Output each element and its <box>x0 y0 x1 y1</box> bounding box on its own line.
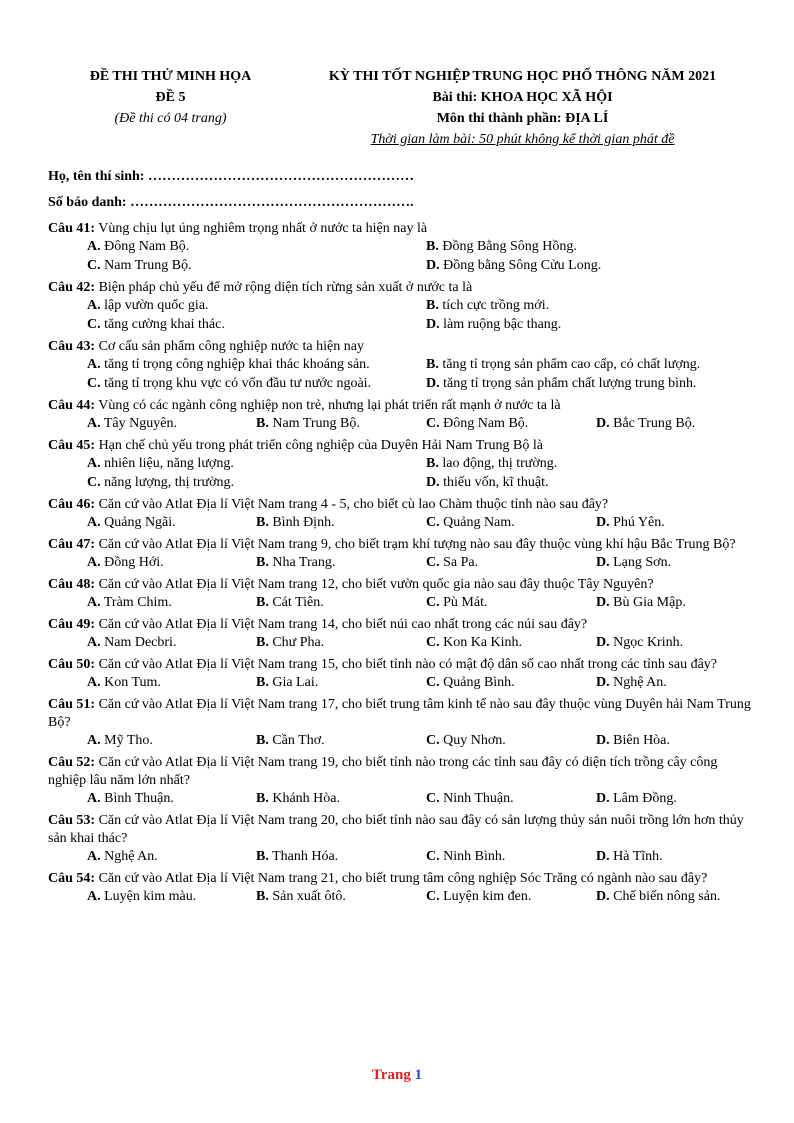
header-left <box>48 66 293 150</box>
question-number: Câu 45: <box>48 438 96 453</box>
question-number: Câu 43: <box>48 339 96 354</box>
answer-option[interactable] <box>426 594 596 612</box>
question-text: Căn cứ vào Atlat Địa lí Việt Nam trang 21, cho biết trung tâm công nghiệp Sóc Trăng có ngành nào sau đây? <box>95 871 708 886</box>
option-text: Ninh Thuận. <box>439 791 514 806</box>
answer-option[interactable] <box>256 732 426 750</box>
answer-option[interactable] <box>426 297 752 315</box>
option-text: Biên Hòa. <box>609 733 670 748</box>
option-letter: C. <box>426 555 440 570</box>
option-text: Sa Pa. <box>439 555 479 570</box>
exam-header <box>48 66 752 150</box>
option-text: Cần Thơ. <box>268 733 325 748</box>
exam-duration: Thời gian làm bài: 50 phút không kể thời gian phát đề <box>370 132 675 147</box>
option-text: Luyện kim đen. <box>439 889 532 904</box>
question-number: Câu 52: <box>48 755 96 770</box>
option-text: Bình Định. <box>268 515 335 530</box>
answer-option[interactable] <box>596 415 752 433</box>
question-text: Căn cứ vào Atlat Địa lí Việt Nam trang 12, cho biết vườn quốc gia nào sau đây thuộc Tây Nguyên? <box>95 577 654 592</box>
answer-option[interactable] <box>87 514 256 532</box>
answer-option[interactable] <box>426 888 596 906</box>
option-letter: B. <box>256 791 269 806</box>
answer-option[interactable] <box>596 594 752 612</box>
option-letter: C. <box>426 675 440 690</box>
answer-options <box>87 674 752 692</box>
question-number: Câu 51: <box>48 697 96 712</box>
option-letter: D. <box>426 317 440 332</box>
option-letter: B. <box>256 416 269 431</box>
answer-option[interactable] <box>596 732 752 750</box>
candidate-info <box>48 164 752 216</box>
answer-option[interactable] <box>426 634 596 652</box>
option-letter: A. <box>87 889 101 904</box>
answer-option[interactable] <box>256 674 426 692</box>
option-text: Đồng bằng Sông Cửu Long. <box>439 258 602 273</box>
option-text: Đồng Bằng Sông Hồng. <box>438 239 577 254</box>
option-text: Ngọc Krinh. <box>609 635 684 650</box>
question-text: Vùng có các ngành công nghiệp non trẻ, nhưng lại phát triển rất mạnh ở nước ta là <box>95 398 561 413</box>
option-text: Nghệ An. <box>100 849 158 864</box>
option-text: tích cực trồng mới. <box>438 298 550 313</box>
option-text: Gia Lai. <box>268 675 319 690</box>
option-text: Chư Pha. <box>268 635 325 650</box>
question-text: Căn cứ vào Atlat Địa lí Việt Nam trang 20, cho biết tỉnh nào sau đây có sản lượng thủy sản nuôi trồng lớn hơn thủy sản khai thác? <box>48 813 748 846</box>
option-letter: B. <box>256 555 269 570</box>
option-text: Đông Nam Bộ. <box>100 239 190 254</box>
option-letter: C. <box>426 849 440 864</box>
option-letter: A. <box>87 675 101 690</box>
option-letter: A. <box>87 416 101 431</box>
option-text: Phú Yên. <box>609 515 665 530</box>
option-text: Quảng Nam. <box>439 515 515 530</box>
option-letter: A. <box>87 515 101 530</box>
option-text: tăng cường khai thác. <box>100 317 225 332</box>
question-number: Câu 44: <box>48 398 96 413</box>
answer-option[interactable] <box>87 732 256 750</box>
answer-option[interactable] <box>87 848 256 866</box>
answer-options <box>87 415 752 433</box>
option-letter: C. <box>426 416 440 431</box>
option-letter: D. <box>426 475 440 490</box>
question-stem <box>48 216 752 238</box>
footer-page-label: Trang <box>371 1067 415 1083</box>
answer-option[interactable] <box>87 415 256 433</box>
answer-option[interactable] <box>87 375 426 393</box>
answer-options <box>87 297 752 334</box>
option-text: tăng tỉ trọng sản phẩm cao cấp, có chất lượng. <box>438 357 701 372</box>
option-text: Ninh Bình. <box>439 849 506 864</box>
option-letter: B. <box>256 515 269 530</box>
question-number: Câu 54: <box>48 871 96 886</box>
option-text: Tây Nguyên. <box>100 416 177 431</box>
answer-option[interactable] <box>596 888 752 906</box>
option-text: Đông Nam Bộ. <box>439 416 529 431</box>
option-text: tăng tỉ trọng khu vực có vốn đầu tư nước ngoài. <box>100 376 372 391</box>
question-item <box>48 612 752 652</box>
option-text: Bình Thuận. <box>100 791 174 806</box>
question-item <box>48 866 752 906</box>
option-letter: D. <box>596 555 610 570</box>
answer-option[interactable] <box>256 594 426 612</box>
option-text: Luyện kim màu. <box>100 889 197 904</box>
answer-options <box>87 888 752 906</box>
option-letter: C. <box>426 515 440 530</box>
answer-option[interactable] <box>596 554 752 572</box>
question-item <box>48 808 752 866</box>
question-number: Câu 41: <box>48 221 96 236</box>
answer-options <box>87 594 752 612</box>
question-item <box>48 652 752 692</box>
option-letter: A. <box>87 635 101 650</box>
answer-option[interactable] <box>426 316 752 334</box>
option-letter: A. <box>87 456 101 471</box>
answer-options <box>87 514 752 532</box>
option-letter: B. <box>256 595 269 610</box>
option-text: Nam Decbri. <box>100 635 177 650</box>
option-text: Quảng Ngãi. <box>100 515 176 530</box>
answer-option[interactable] <box>426 732 596 750</box>
option-text: năng lượng, thị trường. <box>100 475 235 490</box>
option-letter: B. <box>256 635 269 650</box>
option-text: thiếu vốn, kĩ thuật. <box>439 475 549 490</box>
answer-option[interactable] <box>87 316 426 334</box>
answer-option[interactable] <box>87 474 426 492</box>
answer-option[interactable] <box>426 674 596 692</box>
answer-option[interactable] <box>256 888 426 906</box>
exam-code: ĐỀ 5 <box>155 90 186 105</box>
question-number: Câu 53: <box>48 813 96 828</box>
question-text: Vùng chịu lụt úng nghiêm trọng nhất ở nước ta hiện nay là <box>95 221 428 236</box>
question-stem <box>48 532 752 554</box>
option-text: làm ruộng bậc thang. <box>439 317 562 332</box>
option-text: Quy Nhơn. <box>439 733 506 748</box>
option-letter: A. <box>87 357 101 372</box>
answer-options <box>87 554 752 572</box>
question-text: Căn cứ vào Atlat Địa lí Việt Nam trang 17, cho biết trung tâm kinh tế nào sau đây thuộc vùng Duyên hải Nam Trung Bộ? <box>48 697 755 730</box>
option-text: Quảng Bình. <box>439 675 515 690</box>
answer-option[interactable] <box>87 790 256 808</box>
answer-option[interactable] <box>87 297 426 315</box>
option-text: Sản xuất ôtô. <box>268 889 346 904</box>
option-letter: C. <box>426 733 440 748</box>
option-text: Thanh Hóa. <box>268 849 339 864</box>
answer-option[interactable] <box>426 455 752 473</box>
option-letter: B. <box>426 298 439 313</box>
answer-option[interactable] <box>256 634 426 652</box>
answer-options <box>87 238 752 275</box>
option-text: Lạng Sơn. <box>609 555 672 570</box>
answer-option[interactable] <box>426 474 752 492</box>
option-letter: D. <box>596 733 610 748</box>
option-text: lập vườn quốc gia. <box>100 298 209 313</box>
option-letter: A. <box>87 298 101 313</box>
option-letter: A. <box>87 595 101 610</box>
answer-options <box>87 455 752 492</box>
question-stem <box>48 572 752 594</box>
question-stem <box>48 652 752 674</box>
answer-option[interactable] <box>426 356 752 374</box>
mock-exam-title: ĐỀ THI THỬ MINH HỌA <box>89 69 252 84</box>
question-item <box>48 750 752 808</box>
option-letter: D. <box>596 416 610 431</box>
question-text: Căn cứ vào Atlat Địa lí Việt Nam trang 15, cho biết tỉnh nào có mật độ dân số cao nhất trong các tỉnh sau đây? <box>95 657 717 672</box>
option-text: Kon Ka Kinh. <box>439 635 523 650</box>
option-letter: D. <box>426 258 440 273</box>
question-stem <box>48 612 752 634</box>
option-letter: C. <box>426 635 440 650</box>
question-stem <box>48 750 752 790</box>
answer-option[interactable] <box>256 514 426 532</box>
answer-option[interactable] <box>426 790 596 808</box>
option-letter: D. <box>596 635 610 650</box>
option-text: Cát Tiên. <box>268 595 324 610</box>
option-letter: A. <box>87 555 101 570</box>
candidate-id-line: Số báo danh: ……………………………………………………. <box>48 195 414 210</box>
question-item <box>48 433 752 492</box>
question-text: Cơ cấu sản phẩm công nghiệp nước ta hiện nay <box>95 339 364 354</box>
question-stem <box>48 275 752 297</box>
answer-options <box>87 732 752 750</box>
option-text: nhiên liệu, năng lượng. <box>100 456 234 471</box>
option-letter: C. <box>87 317 101 332</box>
question-stem <box>48 433 752 455</box>
answer-option[interactable] <box>596 634 752 652</box>
option-text: tăng tỉ trọng công nghiệp khai thác khoáng sản. <box>100 357 370 372</box>
option-text: Bắc Trung Bộ. <box>609 416 696 431</box>
footer-page-number: 1 <box>414 1067 423 1083</box>
answer-options <box>87 790 752 808</box>
answer-option[interactable] <box>596 514 752 532</box>
candidate-name-line: Họ, tên thí sinh: ………………………………………………… <box>48 169 414 184</box>
answer-option[interactable] <box>256 790 426 808</box>
option-text: Khánh Hòa. <box>268 791 340 806</box>
answer-option[interactable] <box>87 634 256 652</box>
option-letter: B. <box>256 889 269 904</box>
option-text: Hà Tĩnh. <box>609 849 663 864</box>
answer-option[interactable] <box>426 554 596 572</box>
question-list <box>48 216 755 906</box>
option-letter: B. <box>256 675 269 690</box>
option-text: Kon Tum. <box>100 675 161 690</box>
exam-subject: Môn thi thành phần: ĐỊA LÍ <box>436 111 609 126</box>
option-letter: B. <box>426 357 439 372</box>
option-letter: B. <box>256 849 269 864</box>
option-letter: B. <box>256 733 269 748</box>
option-letter: A. <box>87 239 101 254</box>
answer-option[interactable] <box>426 415 596 433</box>
page-footer <box>0 1067 794 1084</box>
answer-option[interactable] <box>87 238 426 256</box>
answer-option[interactable] <box>87 356 426 374</box>
question-stem <box>48 334 752 356</box>
option-letter: D. <box>596 791 610 806</box>
question-stem <box>48 393 752 415</box>
option-text: Nghệ An. <box>609 675 667 690</box>
option-letter: C. <box>426 595 440 610</box>
exam-name: KỲ THI TỐT NGHIỆP TRUNG HỌC PHỔ THÔNG NĂM 2021 <box>328 69 717 84</box>
option-text: Mỹ Tho. <box>100 733 153 748</box>
exam-page <box>48 66 755 906</box>
page-count-note: (Đề thi có 04 trang) <box>114 111 227 126</box>
exam-subject-group: Bài thi: KHOA HỌC XÃ HỘI <box>432 90 613 105</box>
question-number: Câu 48: <box>48 577 96 592</box>
answer-option[interactable] <box>426 257 752 275</box>
question-stem <box>48 692 755 732</box>
option-letter: D. <box>596 595 610 610</box>
option-letter: D. <box>596 515 610 530</box>
answer-option[interactable] <box>87 594 256 612</box>
option-text: Nha Trang. <box>268 555 336 570</box>
option-letter: A. <box>87 733 101 748</box>
answer-option[interactable] <box>87 257 426 275</box>
question-stem <box>48 866 752 888</box>
option-letter: A. <box>87 791 101 806</box>
option-letter: D. <box>596 675 610 690</box>
option-text: Bù Gia Mập. <box>609 595 686 610</box>
question-text: Căn cứ vào Atlat Địa lí Việt Nam trang 9, cho biết trạm khí tượng nào sau đây thuộc vùng khí hậu Bắc Trung Bộ? <box>95 537 736 552</box>
answer-options <box>87 634 752 652</box>
question-item <box>48 275 752 334</box>
option-text: Tràm Chim. <box>100 595 172 610</box>
question-number: Câu 42: <box>48 280 96 295</box>
question-text: Căn cứ vào Atlat Địa lí Việt Nam trang 14, cho biết núi cao nhất trong các núi sau đây? <box>95 617 588 632</box>
answer-options <box>87 848 752 866</box>
option-text: lao động, thị trường. <box>438 456 558 471</box>
answer-option[interactable] <box>426 514 596 532</box>
answer-option[interactable] <box>256 554 426 572</box>
answer-option[interactable] <box>596 674 752 692</box>
option-letter: B. <box>426 239 439 254</box>
option-letter: C. <box>426 889 440 904</box>
question-item <box>48 572 752 612</box>
answer-option[interactable] <box>426 848 596 866</box>
question-item <box>48 334 752 393</box>
option-letter: C. <box>87 258 101 273</box>
option-text: Lâm Đồng. <box>609 791 677 806</box>
option-letter: C. <box>87 475 101 490</box>
question-text: Biện pháp chủ yếu để mở rộng diện tích rừng sản xuất ở nước ta là <box>95 280 473 295</box>
question-number: Câu 49: <box>48 617 96 632</box>
answer-option[interactable] <box>596 790 752 808</box>
question-item <box>48 692 755 750</box>
option-letter: C. <box>87 376 101 391</box>
option-text: Đồng Hới. <box>100 555 164 570</box>
answer-option[interactable] <box>256 415 426 433</box>
question-item <box>48 393 752 433</box>
option-text: Nam Trung Bộ. <box>268 416 360 431</box>
option-letter: B. <box>426 456 439 471</box>
option-letter: C. <box>426 791 440 806</box>
question-text: Căn cứ vào Atlat Địa lí Việt Nam trang 4 - 5, cho biết cù lao Chàm thuộc tỉnh nào sau đây? <box>95 497 609 512</box>
option-text: tăng tỉ trọng sản phẩm chất lượng trung bình. <box>439 376 697 391</box>
option-text: Pù Mát. <box>439 595 488 610</box>
answer-option[interactable] <box>87 554 256 572</box>
question-stem <box>48 492 752 514</box>
question-stem <box>48 808 752 848</box>
option-letter: D. <box>426 376 440 391</box>
question-number: Câu 47: <box>48 537 96 552</box>
option-letter: D. <box>596 849 610 864</box>
question-text: Hạn chế chủ yếu trong phát triển công nghiệp của Duyên Hải Nam Trung Bộ là <box>95 438 543 453</box>
answer-option[interactable] <box>87 888 256 906</box>
option-letter: D. <box>596 889 610 904</box>
answer-option[interactable] <box>256 848 426 866</box>
header-right <box>293 66 752 150</box>
answer-option[interactable] <box>426 238 752 256</box>
option-text: Nam Trung Bộ. <box>100 258 192 273</box>
question-number: Câu 50: <box>48 657 96 672</box>
question-item <box>48 492 752 532</box>
option-text: Chế biến nông sản. <box>609 889 721 904</box>
answer-option[interactable] <box>87 674 256 692</box>
answer-option[interactable] <box>87 455 426 473</box>
answer-option[interactable] <box>596 848 752 866</box>
question-number: Câu 46: <box>48 497 96 512</box>
option-letter: A. <box>87 849 101 864</box>
question-text: Căn cứ vào Atlat Địa lí Việt Nam trang 19, cho biết tỉnh nào trong các tỉnh sau đây có diện tích trồng cây công nghiệp lâu năm lớn nhất? <box>48 755 721 788</box>
answer-option[interactable] <box>426 375 752 393</box>
answer-options <box>87 356 752 393</box>
question-item <box>48 532 752 572</box>
question-item <box>48 216 752 275</box>
